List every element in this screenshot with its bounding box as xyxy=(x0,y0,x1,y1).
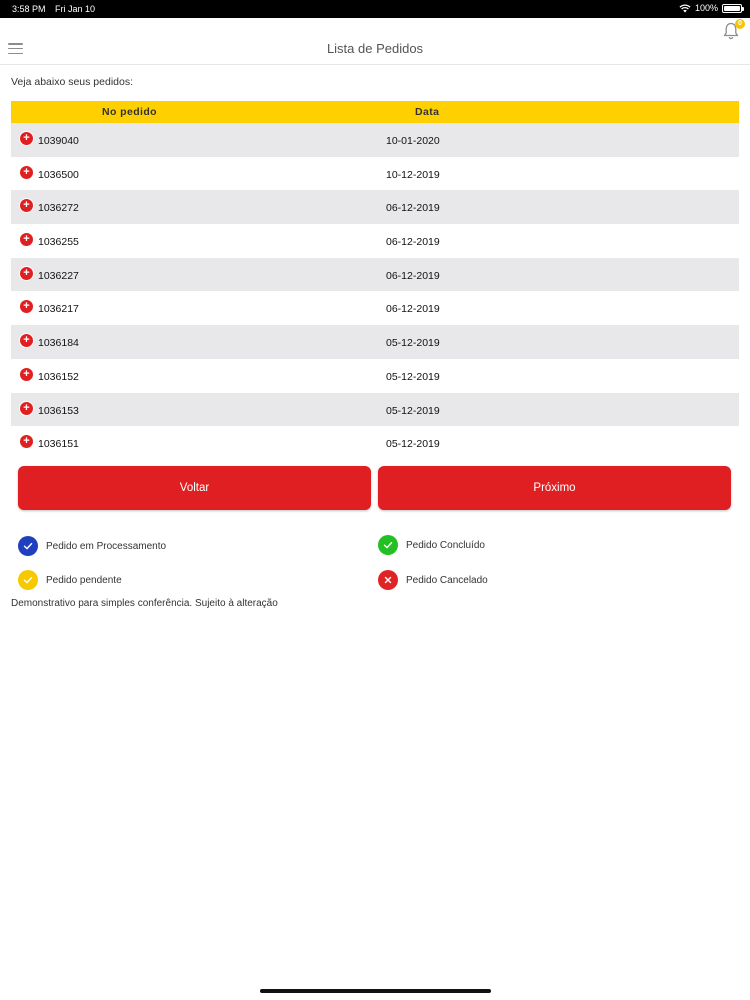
legend-label: Pedido Cancelado xyxy=(406,574,488,586)
table-row[interactable] xyxy=(11,393,739,427)
page-title: Lista de Pedidos xyxy=(326,41,424,56)
order-number: 1036272 xyxy=(38,202,79,215)
plus-circle-icon[interactable]: + xyxy=(20,267,33,280)
order-date: 10-12-2019 xyxy=(386,168,440,181)
intro-text: Veja abaixo seus pedidos: xyxy=(11,76,134,88)
table-row[interactable] xyxy=(11,123,739,157)
status-bar xyxy=(0,0,750,18)
table-row[interactable] xyxy=(11,258,739,292)
status-time: 3:58 PM xyxy=(12,4,46,14)
table-row[interactable] xyxy=(11,157,739,191)
home-indicator[interactable] xyxy=(260,989,491,993)
x-circle-icon xyxy=(378,570,398,590)
plus-circle-icon[interactable]: + xyxy=(20,233,33,246)
order-number: 1036152 xyxy=(38,370,79,383)
order-date: 06-12-2019 xyxy=(386,236,440,249)
table-row[interactable] xyxy=(11,190,739,224)
order-number: 1036184 xyxy=(38,337,79,350)
table-row[interactable] xyxy=(11,291,739,325)
column-header-date: Data xyxy=(415,106,440,118)
orders-table-header xyxy=(11,101,739,123)
check-circle-icon xyxy=(378,535,398,555)
order-date: 05-12-2019 xyxy=(386,370,440,383)
order-date: 06-12-2019 xyxy=(386,303,440,316)
plus-circle-icon[interactable]: + xyxy=(20,166,33,179)
order-date: 05-12-2019 xyxy=(386,438,440,451)
order-number: 1036255 xyxy=(38,236,79,249)
legend-label: Pedido Concluído xyxy=(406,539,485,551)
check-circle-icon xyxy=(18,570,38,590)
notification-badge: 0 xyxy=(735,19,745,29)
order-number: 1036227 xyxy=(38,269,79,282)
order-date: 06-12-2019 xyxy=(386,269,440,282)
order-date: 05-12-2019 xyxy=(386,404,440,417)
order-date: 05-12-2019 xyxy=(386,337,440,350)
order-number: 1039040 xyxy=(38,135,79,147)
table-row[interactable] xyxy=(11,224,739,258)
order-number: 1036151 xyxy=(38,438,79,451)
disclaimer-text: Demonstrativo para simples conferência. Sujeito à alteração xyxy=(11,598,278,609)
order-number: 1036500 xyxy=(38,168,79,181)
next-button[interactable]: Próximo xyxy=(378,466,731,510)
status-right xyxy=(679,3,742,13)
plus-circle-icon[interactable]: + xyxy=(20,368,33,381)
legend-label: Pedido pendente xyxy=(46,574,122,586)
battery-icon xyxy=(722,4,742,13)
status-date: Fri Jan 10 xyxy=(55,4,96,14)
battery-percent: 100% xyxy=(694,3,718,13)
column-header-order-number: No pedido xyxy=(102,106,157,118)
plus-circle-icon[interactable]: + xyxy=(20,132,33,145)
wifi-icon xyxy=(679,4,691,13)
plus-circle-icon[interactable]: + xyxy=(20,435,33,448)
back-button[interactable]: Voltar xyxy=(18,466,371,510)
plus-circle-icon[interactable]: + xyxy=(20,300,33,313)
legend-completed xyxy=(378,535,485,555)
legend-cancelled xyxy=(378,570,488,590)
order-date: 06-12-2019 xyxy=(386,202,440,215)
nav-bar xyxy=(0,18,750,65)
plus-circle-icon[interactable]: + xyxy=(20,334,33,347)
legend-processing xyxy=(18,536,166,556)
order-number: 1036217 xyxy=(38,303,79,316)
legend-pending xyxy=(18,570,122,590)
table-row[interactable] xyxy=(11,325,739,359)
legend-label: Pedido em Processamento xyxy=(46,540,167,552)
table-row[interactable] xyxy=(11,359,739,393)
plus-circle-icon[interactable]: + xyxy=(20,199,33,212)
order-number: 1036153 xyxy=(38,404,79,417)
orders-table xyxy=(11,101,739,460)
order-date: 10-01-2020 xyxy=(386,135,440,147)
table-row[interactable] xyxy=(11,426,739,460)
plus-circle-icon[interactable]: + xyxy=(20,402,33,415)
check-circle-icon xyxy=(18,536,38,556)
